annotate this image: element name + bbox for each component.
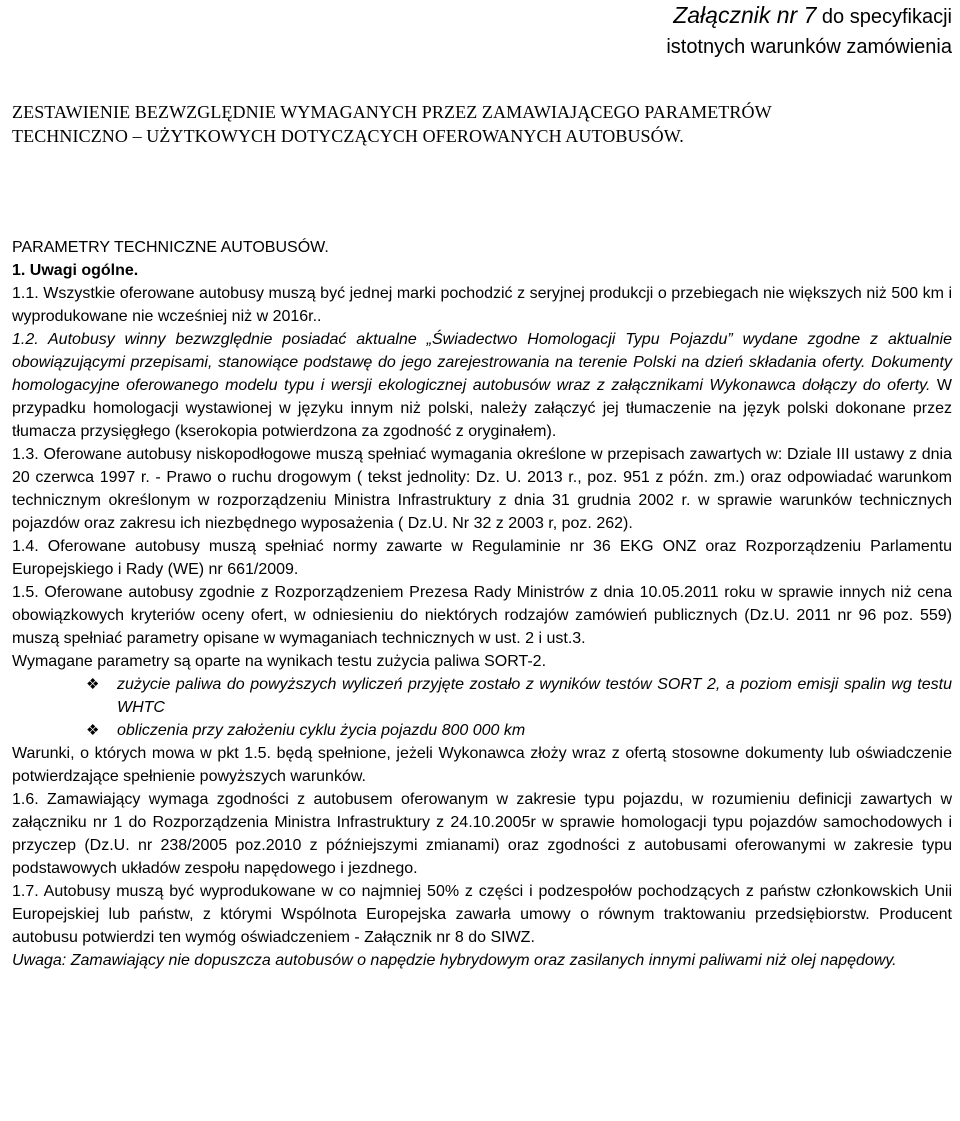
diamond-bullet-icon: ❖	[86, 676, 100, 693]
section-heading: PARAMETRY TECHNICZNE AUTOBUSÓW.	[12, 239, 329, 256]
list-item	[12, 673, 952, 719]
paragraph-1-2-part-a: 1.2. Autobusy winny bezwzględnie posiadać aktualne „Świadectwo Homologacji Typu Pojazdu” wydane zgodne z aktualnie obowiązującymi przepisami, stanowiące podstawę do jego zarejestrowania na terenie Polski na dzień składania oferty.	[12, 331, 952, 371]
annex-number: Załącznik nr 7	[673, 2, 817, 28]
paragraph-1-7: 1.7. Autobusy muszą być wyprodukowane w co najmniej 50% z części i podzespołów pochodzących z państw członkowskich Unii Europejskiej lub państw, z którymi Wspólnota Europejska zawarła umowy o równym traktowaniu przedsiębiorstw. Producent autobusu potwierdzi ten wymóg oświadczeniem - Załącznik nr 8 do SIWZ.	[12, 883, 952, 946]
annex-header-line1	[532, 0, 952, 32]
paragraph-1-2	[12, 328, 952, 443]
paragraph-required-params: Wymagane parametry są oparte na wynikach testu zużycia paliwa SORT-2.	[12, 653, 547, 670]
annex-header	[532, 0, 952, 62]
document-body	[12, 236, 952, 972]
paragraph-1-2-part-c: W przypadku homologacji wystawionej w języku innym niż polski, należy załączyć jej tłumaczenie na język polski dokonane przez tłumacza przysięgłego (kserokopia potwierdzona za zgodność z oryginałem).	[12, 377, 953, 440]
paragraph-1-1: 1.1. Wszystkie oferowane autobusy muszą być jednej marki pochodzić z seryjnej produkcji o przebiegach nie większych niż 500 km i wyprodukowane nie wcześniej niż w 2016r..	[12, 285, 952, 325]
diamond-bullet-icon: ❖	[86, 722, 100, 739]
paragraph-1-5: 1.5. Oferowane autobusy zgodnie z Rozporządzeniem Prezesa Rady Ministrów z dnia 10.05.2011 roku w sprawie innych niż cena obowiązkowych kryteriów oceny ofert, w odniesieniu do niektórych rodzajów zamówień publicznych (Dz.U. 2011 nr 96 poz. 559) muszą spełniać parametry opisane w wymaganiach technicznych w ust. 2 i ust.3.	[12, 584, 952, 647]
paragraph-note: Uwaga: Zamawiający nie dopuszcza autobusów o napędzie hybrydowym oraz zasilanych innymi paliwami niż olej napędowy.	[12, 952, 897, 969]
annex-header-line2: istotnych warunków zamówienia	[666, 36, 952, 58]
paragraph-1-6: 1.6. Zamawiający wymaga zgodności z autobusem oferowanym w zakresie typu pojazdu, w rozumieniu definicji zawartych w załączniku nr 1 do Rozporządzenia Ministra Infrastruktury z 24.10.2005r w sprawie homologacji typu pojazdów samochodowych i przyczep (Dz.U. nr 238/2005 poz.2010 z późniejszymi zmianami) oraz zgodności z autobusami oferowanymi w zakresie typu podstawowych układów zespołu napędowego i jezdnego.	[12, 791, 952, 877]
document-title-line2: TECHNICZNO – UŻYTKOWYCH DOTYCZĄCYCH OFEROWANYCH AUTOBUSÓW.	[12, 126, 684, 146]
bullet-text-2: obliczenia przy założeniu cyklu życia pojazdu 800 000 km	[117, 722, 526, 739]
annex-header-rest: do specyfikacji	[816, 6, 952, 28]
paragraph-conditions: Warunki, o których mowa w pkt 1.5. będą spełnione, jeżeli Wykonawca złoży wraz z ofertą stosowne dokumenty lub oświadczenie potwierdzające spełnienie powyższych warunków.	[12, 745, 952, 785]
paragraph-1-4: 1.4. Oferowane autobusy muszą spełniać normy zawarte w Regulaminie nr 36 EKG ONZ oraz Rozporządzeniu Parlamentu Europejskiego i Rady (WE) nr 661/2009.	[12, 538, 952, 578]
document-title	[12, 100, 952, 148]
paragraph-1-3: 1.3. Oferowane autobusy niskopodłogowe muszą spełniać wymagania określone w przepisach zawartych w: Dziale III ustawy z dnia 20 czerwca 1997 r. - Prawo o ruchu drogowym ( tekst jednolity: Dz. U. 2013 r., poz. 951 z późn. zm.) oraz odpowiadać warunkom technicznym określonym w rozporządzeniu Ministra Infrastruktury z dnia 31 grudnia 2002 r. w sprawie warunków technicznych pojazdów oraz zakresu ich niezbędnego wyposażenia ( Dz.U. Nr 32 z 2003 r, poz. 262).	[12, 446, 952, 532]
list-item	[12, 719, 952, 742]
bullet-text-1: zużycie paliwa do powyższych wyliczeń przyjęte zostało z wyników testów SORT 2, a poziom emisji spalin wg testu WHTC	[117, 676, 952, 716]
document-title-line1: ZESTAWIENIE BEZWZGLĘDNIE WYMAGANYCH PRZEZ ZAMAWIAJĄCEGO PARAMETRÓW	[12, 102, 772, 122]
section-subheading: 1. Uwagi ogólne.	[12, 262, 139, 279]
paragraph-1-2-part-b: Dokumenty homologacyjne oferowanego modelu typu i wersji ekologicznej autobusów wraz z załącznikami Wykonawca dołączy do oferty.	[12, 354, 952, 394]
